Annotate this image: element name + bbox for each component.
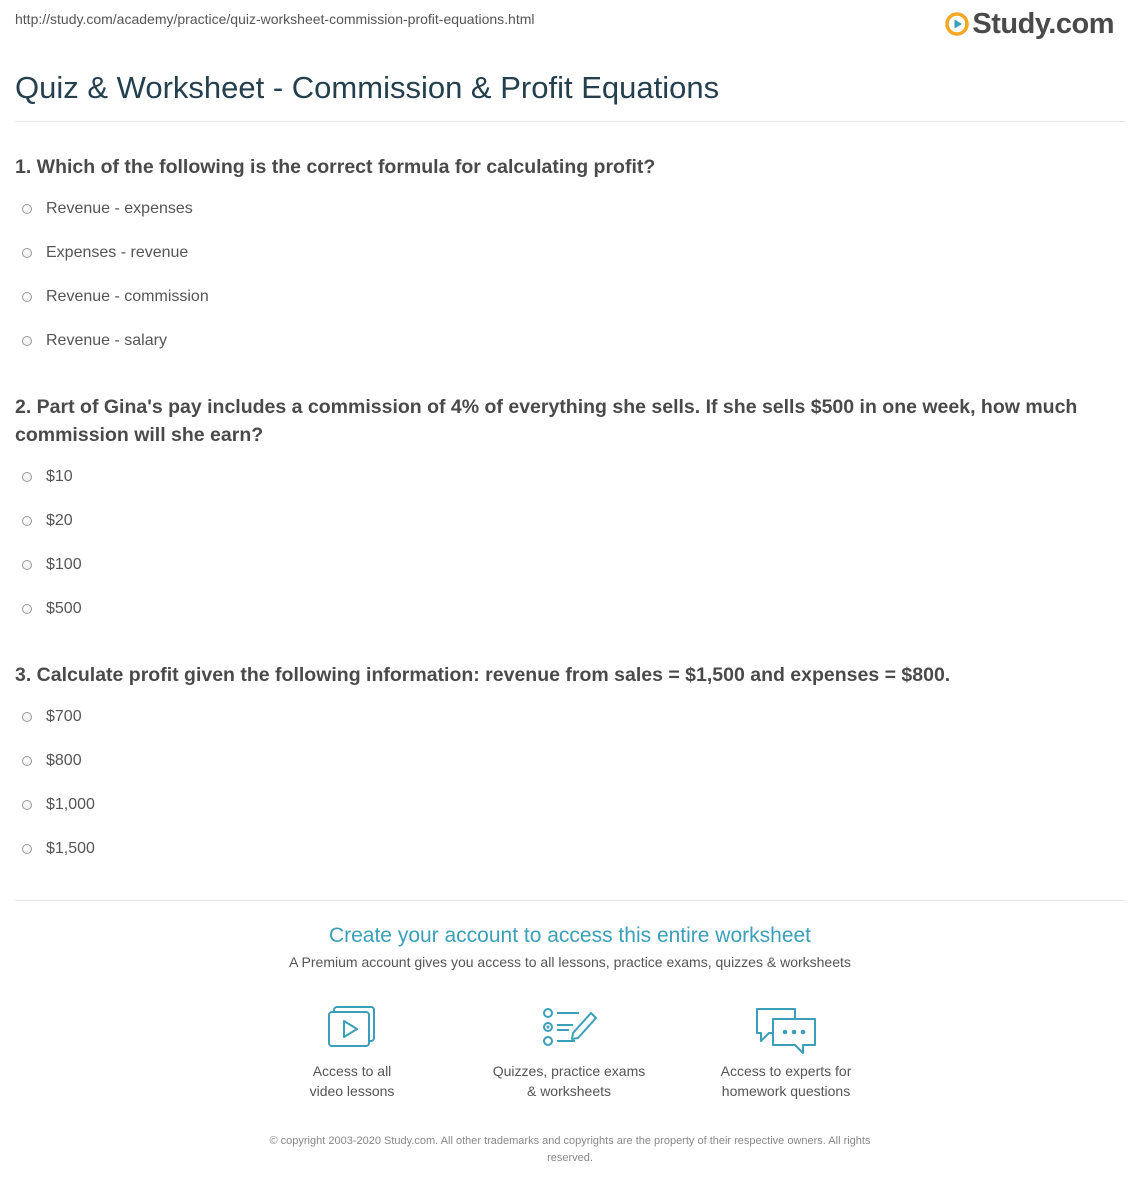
- quiz-list-icon: [539, 1005, 599, 1051]
- answer-option[interactable]: [22, 288, 209, 306]
- answer-option[interactable]: [22, 556, 82, 574]
- copyright-line: reserved.: [547, 1152, 593, 1164]
- divider: [15, 121, 1125, 122]
- divider: [15, 900, 1125, 901]
- answer-option[interactable]: [22, 600, 82, 618]
- answer-label: $20: [46, 512, 73, 529]
- study-logo[interactable]: [945, 6, 1114, 42]
- question-3-text: 3. Calculate profit given the following information: revenue from sales = $1,500 and expenses = $800.: [15, 664, 951, 686]
- answer-option[interactable]: [22, 512, 73, 530]
- answer-option[interactable]: [22, 332, 167, 350]
- create-account-link[interactable]: Create your account to access this entire worksheet: [328, 924, 812, 947]
- radio-button[interactable]: [22, 472, 32, 482]
- answer-label: Revenue - salary: [46, 332, 167, 349]
- feature-label-line: Quizzes, practice exams: [492, 1063, 646, 1079]
- copyright-notice: [220, 1133, 920, 1167]
- feature-video-lessons: [252, 1005, 452, 1101]
- radio-button[interactable]: [22, 800, 32, 810]
- answer-option[interactable]: [22, 468, 73, 486]
- copyright-line: © copyright 2003-2020 Study.com. All other trademarks and copyrights are the property of their respective owners. All rights: [269, 1135, 871, 1147]
- play-circle-icon: [945, 12, 969, 36]
- video-lessons-icon: [326, 1005, 378, 1051]
- logo-text: Study.com: [972, 7, 1114, 40]
- answer-option[interactable]: [22, 200, 193, 218]
- answer-label: $10: [46, 468, 73, 485]
- radio-button[interactable]: [22, 560, 32, 570]
- radio-button[interactable]: [22, 248, 32, 258]
- radio-button[interactable]: [22, 844, 32, 854]
- radio-button[interactable]: [22, 712, 32, 722]
- radio-button[interactable]: [22, 756, 32, 766]
- radio-button[interactable]: [22, 604, 32, 614]
- feature-label-line: Access to all: [312, 1063, 392, 1079]
- premium-description: A Premium account gives you access to all lessons, practice exams, quizzes & worksheets: [289, 954, 851, 970]
- answer-option[interactable]: [22, 840, 95, 858]
- answer-label: Revenue - commission: [46, 288, 209, 305]
- page-url: http://study.com/academy/practice/quiz-worksheet-commission-profit-equations.html: [15, 11, 535, 27]
- feature-label-line: Access to experts for: [720, 1063, 852, 1079]
- radio-button[interactable]: [22, 516, 32, 526]
- answer-label: Expenses - revenue: [46, 244, 189, 261]
- feature-label-line: homework questions: [721, 1083, 851, 1099]
- page-title: Quiz & Worksheet - Commission & Profit Equations: [15, 70, 720, 105]
- answer-label: $1,500: [46, 840, 95, 857]
- feature-label-line: & worksheets: [526, 1083, 612, 1099]
- question-1-text: 1. Which of the following is the correct formula for calculating profit?: [15, 156, 656, 178]
- question-2-text: 2. Part of Gina's pay includes a commission of 4% of everything she sells. If she sells $500 in one week, how much commission will she earn?: [15, 396, 1078, 446]
- radio-button[interactable]: [22, 292, 32, 302]
- radio-button[interactable]: [22, 336, 32, 346]
- answer-option[interactable]: [22, 796, 95, 814]
- feature-quizzes: [469, 1005, 669, 1101]
- answer-label: $800: [46, 752, 82, 769]
- feature-label-line: video lessons: [309, 1083, 395, 1099]
- answer-label: Revenue - expenses: [46, 200, 193, 217]
- feature-experts: [686, 1005, 886, 1101]
- answer-label: $100: [46, 556, 82, 573]
- answer-label: $700: [46, 708, 82, 725]
- answer-option[interactable]: [22, 752, 82, 770]
- chat-bubbles-icon: [753, 1005, 819, 1057]
- answer-label: $500: [46, 600, 82, 617]
- radio-button[interactable]: [22, 204, 32, 214]
- answer-option[interactable]: [22, 708, 82, 726]
- answer-label: $1,000: [46, 796, 95, 813]
- answer-option[interactable]: [22, 244, 188, 262]
